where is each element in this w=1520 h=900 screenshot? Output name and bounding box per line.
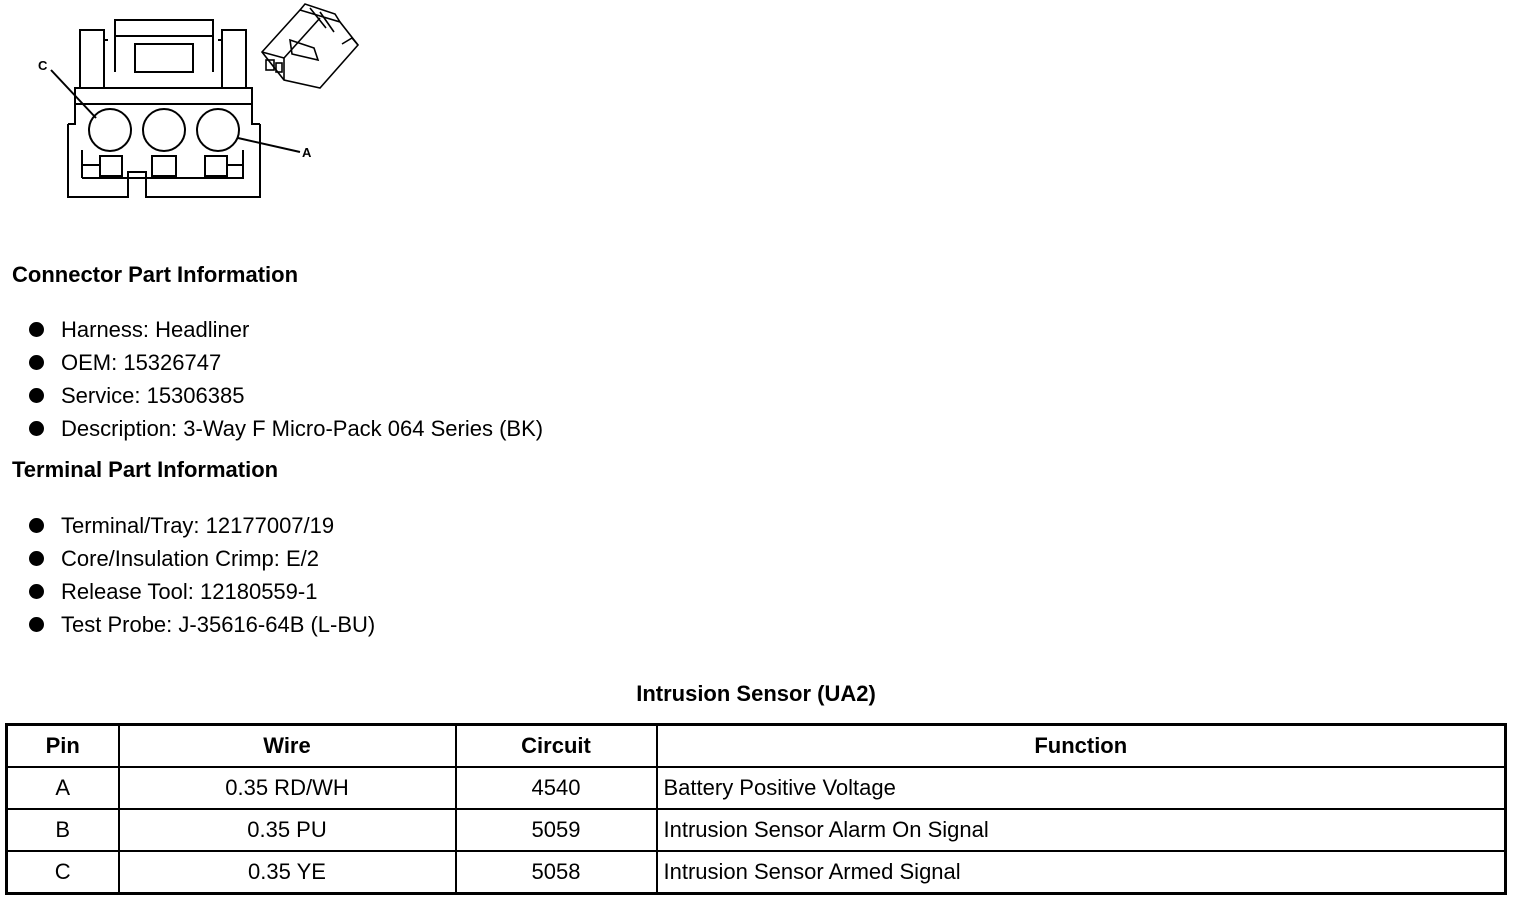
wire-cell: 0.35 RD/WH — [119, 767, 456, 809]
list-item: Service: 15306385 — [28, 379, 543, 412]
terminal-info-list — [28, 509, 375, 641]
list-item: Harness: Headliner — [28, 313, 543, 346]
circuit-cell: 5059 — [456, 809, 657, 851]
list-item: Release Tool: 12180559-1 — [28, 575, 375, 608]
pin-cell: C — [7, 851, 119, 894]
terminal-info-heading: Terminal Part Information — [12, 457, 279, 482]
connector-info-list — [28, 313, 543, 445]
connector-info-heading: Connector Part Information — [12, 262, 299, 287]
pin-cell: B — [7, 809, 119, 851]
function-cell: Intrusion Sensor Alarm On Signal — [657, 809, 1506, 851]
wire-cell: 0.35 YE — [119, 851, 456, 894]
wire-cell: 0.35 PU — [119, 809, 456, 851]
table-row — [7, 809, 1506, 851]
col-header-function: Function — [657, 725, 1506, 768]
pin-table — [5, 723, 1507, 895]
pin-label-c: C — [38, 58, 48, 73]
table-row — [7, 851, 1506, 894]
connector-diagram — [0, 0, 380, 210]
col-header-wire: Wire — [119, 725, 456, 768]
table-row — [7, 767, 1506, 809]
table-title: Intrusion Sensor (UA2) — [636, 681, 876, 706]
circuit-cell: 5058 — [456, 851, 657, 894]
circuit-cell: 4540 — [456, 767, 657, 809]
list-item: Core/Insulation Crimp: E/2 — [28, 542, 375, 575]
list-item: Test Probe: J-35616-64B (L-BU) — [28, 608, 375, 641]
list-item: Description: 3-Way F Micro-Pack 064 Series (BK) — [28, 412, 543, 445]
col-header-pin: Pin — [7, 725, 119, 768]
list-item: Terminal/Tray: 12177007/19 — [28, 509, 375, 542]
function-cell: Intrusion Sensor Armed Signal — [657, 851, 1506, 894]
list-item: OEM: 15326747 — [28, 346, 543, 379]
col-header-circuit: Circuit — [456, 725, 657, 768]
pin-label-a: A — [302, 145, 312, 160]
pin-cell: A — [7, 767, 119, 809]
table-header-row — [7, 725, 1506, 768]
function-cell: Battery Positive Voltage — [657, 767, 1506, 809]
